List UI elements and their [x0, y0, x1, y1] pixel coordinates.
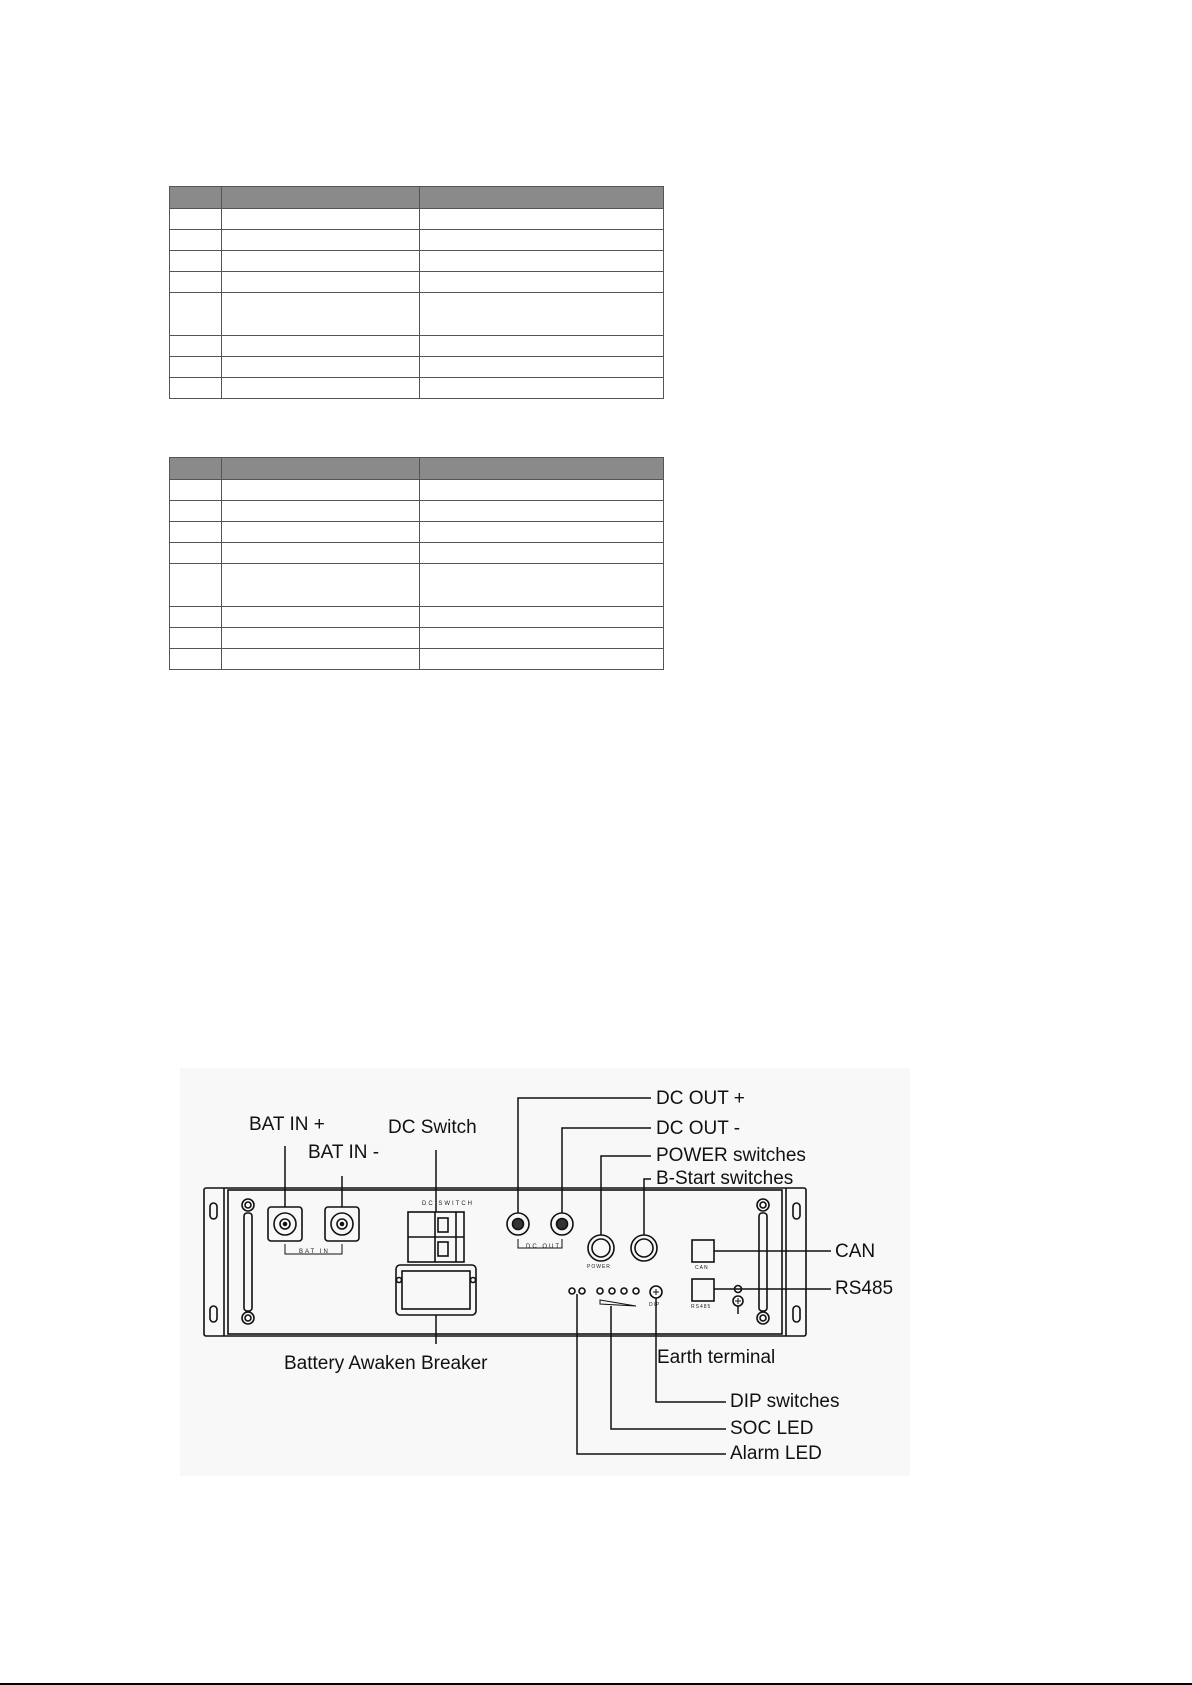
table-cell: [170, 480, 222, 501]
mount-slot-icon: [210, 1203, 217, 1219]
table-row: [170, 251, 664, 272]
handle-screw-icon: [757, 1312, 769, 1324]
handle-screw-icon: [242, 1312, 254, 1324]
table-row: [170, 293, 664, 336]
table-cell: [420, 564, 664, 607]
table-row: [170, 522, 664, 543]
table-cell: [222, 230, 420, 251]
alarm-led-icon: [569, 1288, 575, 1294]
table-cell: [420, 230, 664, 251]
table-cell: [222, 251, 420, 272]
table-row: [170, 480, 664, 501]
table-header-row: [170, 458, 664, 480]
table-row: [170, 649, 664, 670]
table-cell: [170, 564, 222, 607]
panel-print-bat-in: BAT IN: [299, 1249, 330, 1255]
battery-awaken-breaker: [396, 1265, 476, 1315]
panel-print-can: CAN: [695, 1265, 709, 1271]
table-header-cell: [222, 187, 420, 209]
table-row: [170, 628, 664, 649]
table-cell: [420, 522, 664, 543]
table-row: [170, 336, 664, 357]
table-row: [170, 378, 664, 399]
table-cell: [420, 628, 664, 649]
table-header-cell: [420, 187, 664, 209]
label-alarm-led: Alarm LED: [730, 1443, 822, 1464]
mount-slot-icon: [793, 1306, 800, 1322]
table-cell: [420, 272, 664, 293]
can-port: [692, 1240, 714, 1262]
table-header-cell: [170, 187, 222, 209]
table-cell: [222, 272, 420, 293]
panel-print-dc-out: DC OUT: [526, 1244, 561, 1250]
table-cell: [420, 480, 664, 501]
label-dc-out-minus: DC OUT -: [656, 1118, 741, 1139]
soc-led-icon: [597, 1288, 603, 1294]
alarm-led-icon: [579, 1288, 585, 1294]
handle-screw-icon: [757, 1199, 769, 1211]
label-soc-led: SOC LED: [730, 1418, 814, 1439]
table-cell: [222, 564, 420, 607]
panel-print-power: POWER: [587, 1264, 611, 1270]
panel-print-dip: DIP: [649, 1302, 661, 1308]
label-can: CAN: [835, 1241, 876, 1262]
table-cell: [420, 607, 664, 628]
table-cell: [222, 628, 420, 649]
table-cell: [222, 336, 420, 357]
table-row: [170, 501, 664, 522]
table-row: [170, 543, 664, 564]
table-row: [170, 209, 664, 230]
table-cell: [222, 378, 420, 399]
soc-led-icon: [633, 1288, 639, 1294]
battery-panel-diagram: [180, 1068, 910, 1476]
table-cell: [170, 293, 222, 336]
handle-left: [244, 1213, 252, 1311]
table-cell: [222, 543, 420, 564]
table-cell: [222, 357, 420, 378]
table-cell: [170, 251, 222, 272]
table-cell: [222, 522, 420, 543]
handle-right: [759, 1213, 767, 1311]
table-cell: [170, 378, 222, 399]
table-header-cell: [420, 458, 664, 480]
pin-table-1: [169, 186, 664, 399]
table-row: [170, 607, 664, 628]
table-cell: [222, 480, 420, 501]
table-cell: [170, 522, 222, 543]
table-row: [170, 272, 664, 293]
table-cell: [222, 209, 420, 230]
panel-print-dc-switch: DC SWITCH: [422, 1201, 474, 1207]
label-bat-in-plus: BAT IN +: [249, 1114, 325, 1135]
label-earth-terminal: Earth terminal: [657, 1347, 776, 1368]
table-row: [170, 357, 664, 378]
soc-led-icon: [621, 1288, 627, 1294]
mount-slot-icon: [210, 1306, 217, 1322]
table-cell: [170, 209, 222, 230]
table-header-cell: [222, 458, 420, 480]
rs485-port: [692, 1279, 714, 1301]
chassis-outline: [204, 1188, 806, 1336]
table-cell: [170, 230, 222, 251]
table-cell: [222, 607, 420, 628]
table-cell: [170, 649, 222, 670]
table-cell: [420, 336, 664, 357]
label-dc-out-plus: DC OUT +: [656, 1088, 745, 1109]
table-cell: [420, 501, 664, 522]
table-cell: [170, 543, 222, 564]
table-row: [170, 230, 664, 251]
table-cell: [420, 649, 664, 670]
table-cell: [420, 293, 664, 336]
soc-led-icon: [609, 1288, 615, 1294]
table-cell: [420, 357, 664, 378]
table-cell: [170, 501, 222, 522]
handle-screw-icon: [242, 1199, 254, 1211]
pin-table-2: [169, 457, 664, 670]
table-cell: [420, 543, 664, 564]
table-header-row: [170, 187, 664, 209]
table-cell: [222, 293, 420, 336]
table-cell: [420, 251, 664, 272]
panel-print-rs485: RS485: [691, 1304, 712, 1310]
table-cell: [170, 336, 222, 357]
table-cell: [170, 357, 222, 378]
table-cell: [420, 378, 664, 399]
label-dip-switches: DIP switches: [730, 1391, 840, 1412]
label-power-switches: POWER switches: [656, 1145, 806, 1166]
table-cell: [170, 607, 222, 628]
table-cell: [170, 628, 222, 649]
label-dc-switch: DC Switch: [388, 1117, 477, 1138]
label-b-start-switches: B-Start switches: [656, 1168, 794, 1189]
table-row: [170, 564, 664, 607]
table-cell: [170, 272, 222, 293]
label-battery-awaken-breaker: Battery Awaken Breaker: [284, 1353, 488, 1374]
table-cell: [420, 209, 664, 230]
table-cell: [222, 501, 420, 522]
label-bat-in-minus: BAT IN -: [308, 1142, 380, 1163]
table-cell: [222, 649, 420, 670]
label-rs485: RS485: [835, 1278, 894, 1299]
table-header-cell: [170, 458, 222, 480]
mount-slot-icon: [793, 1203, 800, 1219]
